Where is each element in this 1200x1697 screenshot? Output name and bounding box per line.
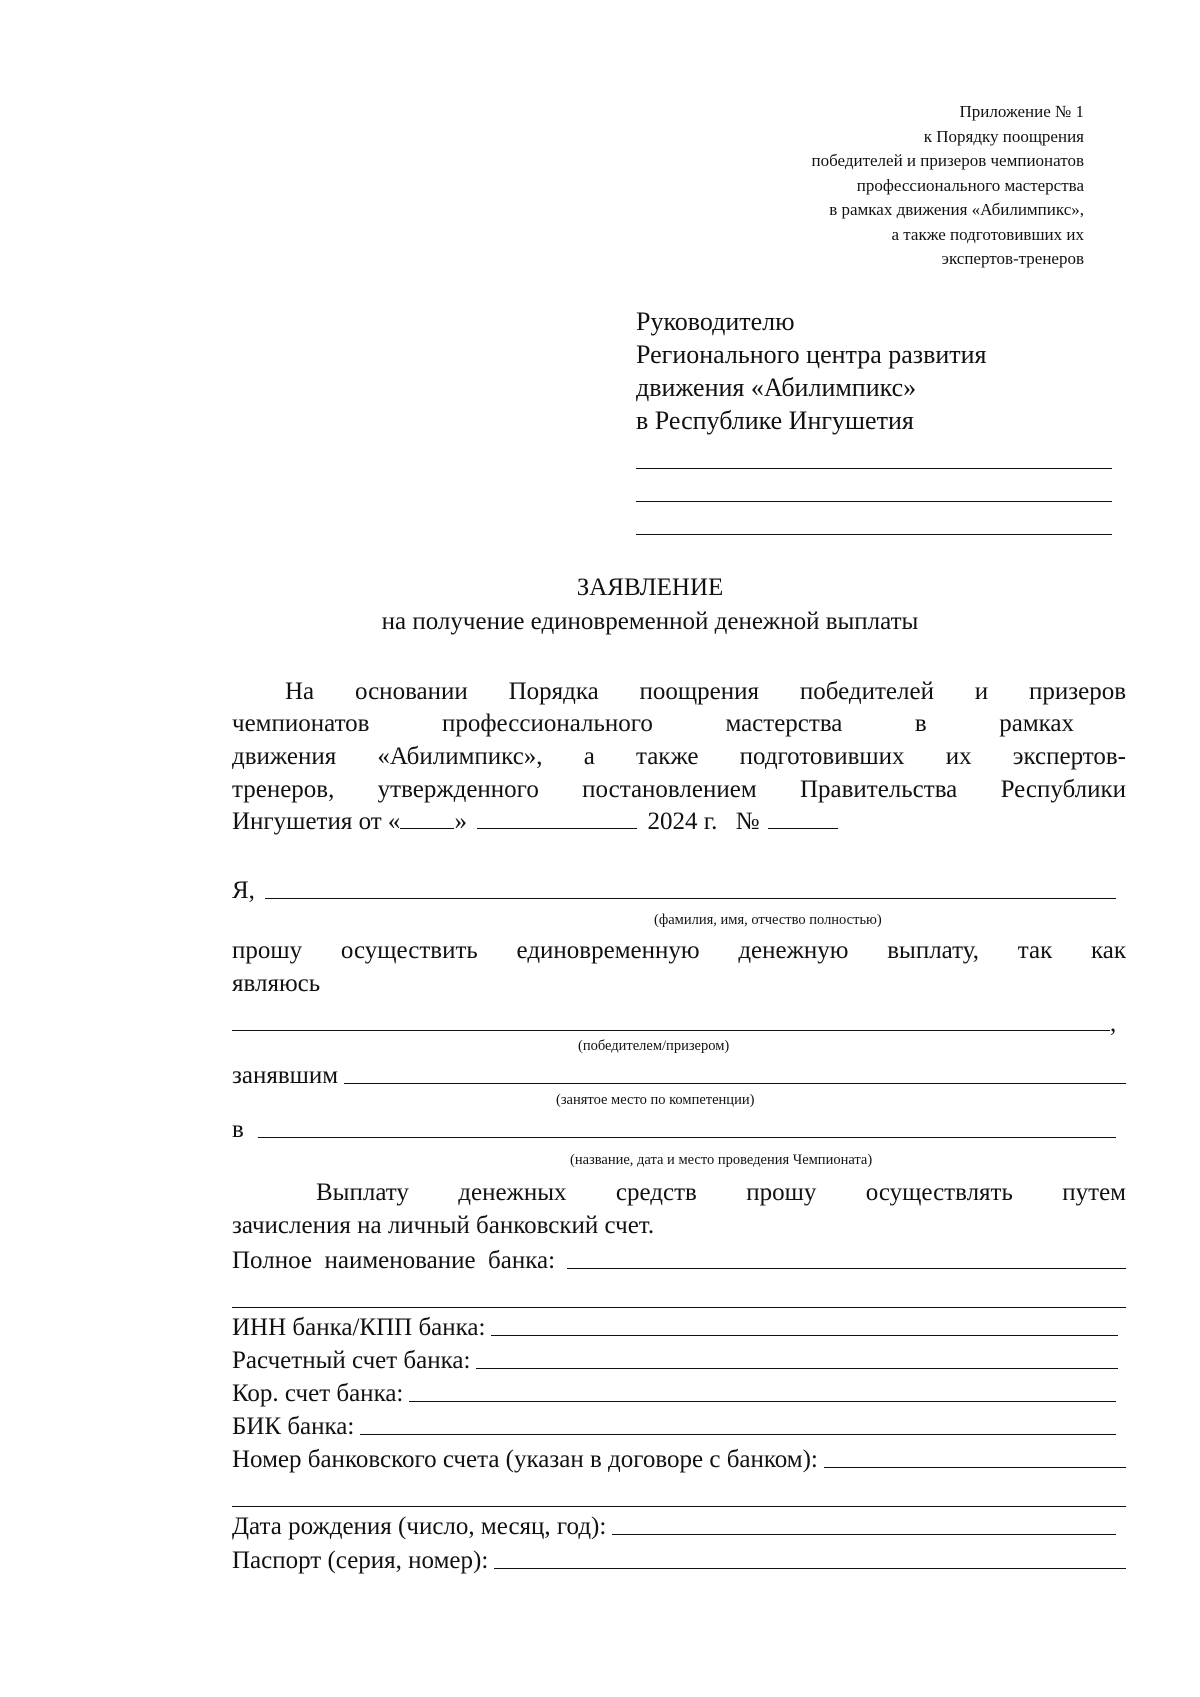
passport-field[interactable] (494, 1568, 1126, 1569)
bik-field[interactable] (360, 1434, 1116, 1435)
payment-line-1: Выплату денежных средств прошу осуществлять путем (316, 1179, 1126, 1206)
addressee-line: движения «Абилимпикс» (636, 373, 917, 402)
basis-line-3: движения «Абилимпикс», а также подготовивших их экспертов- (232, 743, 1126, 770)
bik-row (232, 1409, 1116, 1441)
account-number-field-continued[interactable] (232, 1506, 1126, 1507)
account-number-row (232, 1442, 1126, 1474)
basis-line-1: На основании Порядка поощрения победителей и призеров (285, 678, 1126, 705)
bank-name-row (232, 1243, 1126, 1275)
bank-name-label: Полное наименование банка: (232, 1247, 556, 1274)
place-field[interactable] (344, 1083, 1126, 1084)
payment-line-2: зачисления на личный банковский счет. (232, 1212, 655, 1239)
bik-label: БИК банка: (232, 1413, 355, 1440)
settlement-label: Расчетный счет банка: (232, 1347, 471, 1374)
inn-kpp-label: ИНН банка/КПП банка: (232, 1314, 486, 1341)
place-caption: (занятое место по компетенции) (556, 1092, 755, 1108)
corr-account-label: Кор. счет банка: (232, 1380, 404, 1407)
date-prefix: Ингушетия от « (232, 808, 401, 835)
applicant-name-field[interactable] (265, 898, 1116, 899)
number-blank[interactable] (768, 828, 838, 829)
basis-line-2: чемпионатов профессионального мастерства в рамках (232, 710, 1074, 737)
request-line-2: являюсь (232, 970, 321, 997)
status-field[interactable] (232, 1030, 1110, 1031)
applicant-prefix: Я, (232, 877, 255, 904)
status-comma: , (1110, 1010, 1117, 1037)
appendix-line: профессионального мастерства (856, 175, 1084, 195)
addressee-blank-1[interactable] (636, 468, 1112, 469)
bank-name-field-continued[interactable] (232, 1307, 1126, 1308)
championship-field[interactable] (258, 1137, 1116, 1138)
document-subtitle: на получение единовременной денежной выплаты (381, 608, 919, 635)
year-label: 2024 г. (647, 808, 718, 835)
place-row (232, 1058, 1126, 1090)
applicant-row (232, 873, 1116, 905)
addressee-block (636, 305, 987, 437)
passport-label: Паспорт (серия, номер): (232, 1547, 489, 1574)
settlement-row (232, 1343, 1118, 1375)
inn-kpp-field[interactable] (491, 1335, 1118, 1336)
championship-row (232, 1112, 1116, 1144)
request-line-1: прошу осуществить единовременную денежную выплату, так как (232, 937, 1126, 964)
addressee-blank-2[interactable] (636, 501, 1112, 502)
settlement-field[interactable] (476, 1368, 1118, 1369)
month-blank[interactable] (477, 828, 637, 829)
addressee-line: Регионального центра развития (636, 340, 987, 369)
appendix-note (664, 100, 1084, 272)
basis-date-line (232, 806, 838, 837)
appendix-line: экспертов-тренеров (941, 249, 1084, 268)
place-label: занявшим (232, 1062, 339, 1089)
day-blank[interactable] (400, 828, 454, 829)
addressee-line: в Республике Ингушетия (636, 406, 914, 435)
birth-date-field[interactable] (612, 1534, 1116, 1535)
championship-label: в (232, 1116, 244, 1143)
status-caption: (победителем/призером) (578, 1038, 730, 1054)
birth-date-row (232, 1509, 1116, 1541)
inn-kpp-row (232, 1310, 1118, 1342)
basis-line-4: тренеров, утвержденного постановлением Правительства Республики (232, 776, 1126, 803)
bank-name-field[interactable] (567, 1268, 1126, 1269)
applicant-caption: (фамилия, имя, отчество полностью) (654, 912, 882, 928)
appendix-line: а также подготовивших их (891, 224, 1084, 244)
number-sign: № (735, 808, 760, 835)
passport-row (232, 1543, 1126, 1575)
account-number-label: Номер банковского счета (указан в договоре с банком): (232, 1446, 818, 1473)
appendix-line: победителей и призеров чемпионатов (811, 151, 1084, 170)
appendix-line: в рамках движения «Абилимпикс», (829, 200, 1084, 219)
account-number-field[interactable] (824, 1467, 1126, 1468)
corr-account-field[interactable] (409, 1401, 1116, 1402)
championship-caption: (название, дата и место проведения Чемпионата) (570, 1152, 873, 1168)
appendix-line: к Порядку поощрения (923, 126, 1084, 146)
birth-date-label: Дата рождения (число, месяц, год): (232, 1513, 607, 1540)
addressee-line: Руководителю (636, 307, 795, 336)
addressee-blank-3[interactable] (636, 534, 1112, 535)
corr-account-row (232, 1376, 1116, 1408)
appendix-line: Приложение № 1 (959, 102, 1084, 121)
date-mid: » (454, 808, 467, 835)
document-title: ЗАЯВЛЕНИЕ (576, 574, 724, 601)
